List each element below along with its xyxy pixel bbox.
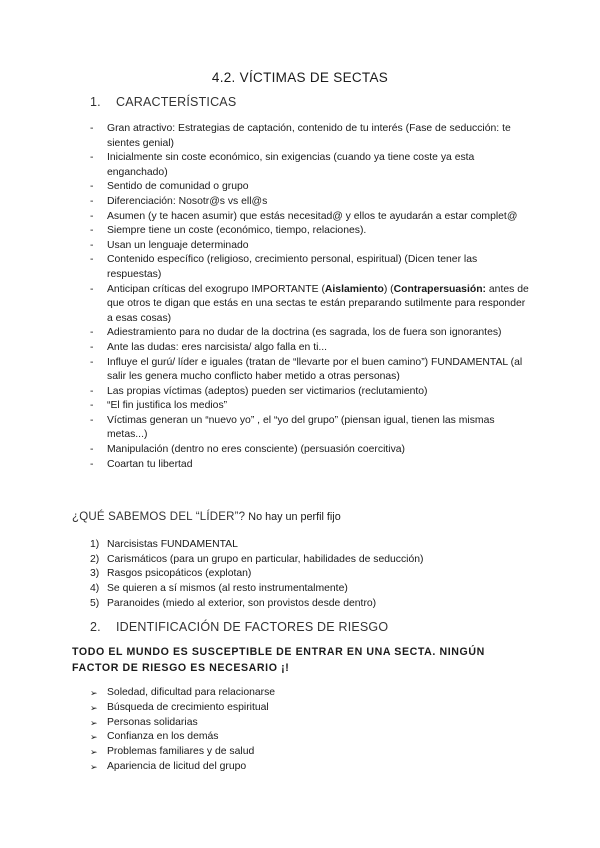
list-item: - Ante las dudas: eres narcisista/ algo falla en ti...: [90, 341, 328, 353]
list-item: - Usan un lenguaje determinado: [90, 239, 249, 251]
section-heading-risk-factors: [90, 620, 388, 634]
arrow-bullet-icon: ➢: [90, 702, 98, 713]
list-item: - Influye el gurú/ líder e iguales (tratan de “llevarte por el buen camino”) FUNDAMENTAL (al salir les genera mucho conflicto haber metido a otras personas): [90, 356, 523, 383]
list-item: - Coartan tu libertad: [90, 458, 193, 470]
section-title: IDENTIFICACIÓN DE FACTORES DE RIESGO: [116, 620, 389, 634]
list-item: 2) Carismáticos (para un grupo en particular, habilidades de seducción): [90, 553, 424, 565]
section-number: 2.: [90, 620, 101, 634]
list-item: ➢ Personas solidarias: [90, 716, 530, 731]
list-item: - Las propias víctimas (adeptos) pueden ser victimarios (reclutamiento): [90, 385, 428, 397]
section-number: 1.: [90, 95, 101, 109]
risk-factors-list: [90, 686, 530, 775]
arrow-bullet-icon: ➢: [90, 761, 98, 772]
warning-statement: TODO EL MUNDO ES SUSCEPTIBLE DE ENTRAR EN UNA SECTA. NINGÚN FACTOR DE RIESGO ES NECESARIO ¡!: [72, 646, 485, 674]
leader-heading: [72, 511, 341, 523]
list-item: - “El fin justifica los medios”: [90, 400, 228, 412]
list-item: - Inicialmente sin coste económico, sin exigencias (cuando ya tiene coste ya esta enganchado): [90, 152, 475, 178]
list-item: - Sentido de comunidad o grupo: [90, 181, 249, 193]
leader-answer: No hay un perfil fijo: [245, 511, 341, 523]
list-item: 1) Narcisistas FUNDAMENTAL: [90, 539, 238, 550]
list-item: - Víctimas generan un “nuevo yo” , el “yo del grupo” (piensan igual, tienen las mismas metas...): [90, 414, 495, 441]
leader-question: ¿QUÉ SABEMOS DEL “LÍDER”?: [72, 511, 246, 523]
list-item: ➢ Confianza en los demás: [90, 730, 530, 745]
arrow-bullet-icon: ➢: [90, 717, 98, 728]
section-heading-characteristics: [90, 95, 236, 109]
list-item: - Anticipan críticas del exogrupo IMPORTANTE (Aislamiento) (Contrapersuasión: antes de que otros te digan que estás en una sectas te están preparando sutilmente para responder a esas cosas): [90, 283, 529, 324]
list-item: ➢ Apariencia de licitud del grupo: [90, 760, 530, 775]
arrow-bullet-icon: ➢: [90, 732, 98, 743]
list-item: - Asumen (y te hacen asumir) que estás necesitad@ y ellos te ayudarán a estar complet@: [90, 210, 518, 222]
list-item: ➢ Problemas familiares y de salud: [90, 745, 530, 760]
arrow-bullet-icon: ➢: [90, 747, 98, 758]
leader-traits-list: [90, 538, 530, 612]
list-item: ➢ Soledad, dificultad para relacionarse: [90, 686, 530, 701]
page-title: 4.2. VÍCTIMAS DE SECTAS: [211, 70, 389, 85]
list-item: 3) Rasgos psicopáticos (explotan): [90, 568, 252, 580]
list-item: ➢ Búsqueda de crecimiento espiritual: [90, 701, 530, 716]
list-item: - Adiestramiento para no dudar de la doctrina (es sagrada, los de fuera son ignorantes): [90, 327, 502, 339]
list-item: - Manipulación (dentro no eres consciente) (persuasión coercitiva): [90, 444, 406, 456]
list-item: - Contenido específico (religioso, crecimiento personal, espiritual) (Dicen tener las respuestas): [90, 254, 478, 280]
arrow-bullet-icon: ➢: [90, 688, 98, 698]
list-item: - Gran atractivo: Estrategias de captación, contenido de tu interés (Fase de seducción: te sientes genial): [90, 123, 511, 149]
list-item: - Siempre tiene un coste (económico, tiempo, relaciones).: [90, 225, 367, 237]
list-item: 4) Se quieren a sí mismos (al resto instrumentalmente): [90, 583, 348, 595]
list-item: 5) Paranoides (miedo al exterior, son provistos desde dentro): [90, 597, 377, 609]
characteristics-list: [90, 122, 530, 472]
list-item: - Diferenciación: Nosotr@s vs ell@s: [90, 195, 268, 207]
section-title: CARACTERÍSTICAS: [116, 95, 237, 109]
